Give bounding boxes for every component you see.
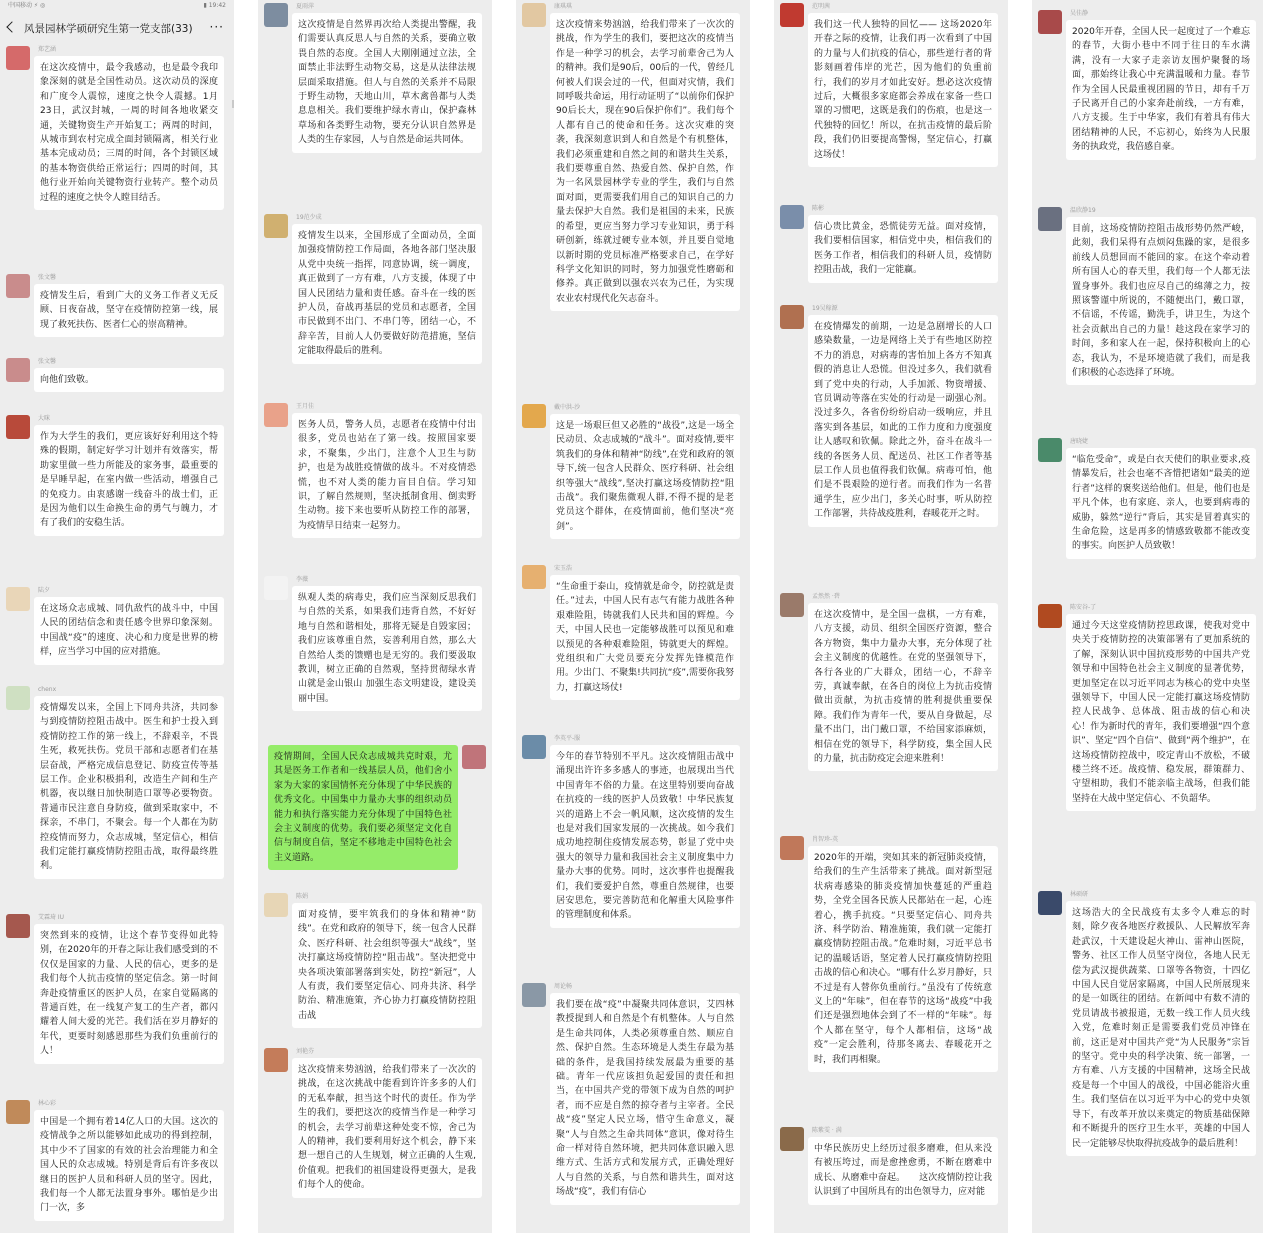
sender-name: 张文馨 — [38, 358, 57, 365]
avatar[interactable] — [264, 893, 288, 917]
message — [0, 686, 234, 906]
chat-column — [774, 0, 1008, 1233]
message-bubble[interactable]: 我们这一代人独特的回忆—— 这场2020年开春之际的疫情，让我们再一次看到了中国的力量与人们抗疫的信心，那些逆行者的背影刻画着伟岸的光芒，因为他们的负重前行，我们的岁月才如此安好。想必这次疫情过后，大概很多家庭都会养成在家备一些口罩的习惯吧，这既是我们的伤痕，也是这一代独特的回忆！所以，在抗击疫情的最后阶段，我们仍旧要提高警惕，坚定信心，打赢这场仗！ — [808, 13, 998, 167]
message — [774, 205, 1008, 295]
chat-column — [1032, 0, 1263, 1233]
sender-name: 张文馨 — [38, 274, 57, 281]
message — [774, 593, 1008, 818]
message-bubble[interactable]: 在这场众志成城、同仇敌忾的战斗中，中国人民的团结信念和责任感令世界印象深刻。中国战“疫”的速度、决心和力度是世界的榜样，应当学习中国的应对措施。 — [34, 597, 224, 665]
sender-name: 吴佳静 — [1070, 10, 1089, 17]
avatar[interactable] — [1038, 10, 1062, 34]
message-bubble[interactable]: 信心贵比黄金，恐慌徒劳无益。面对疫情，我们要相信国家，相信党中央，相信我们的医务工作者，相信我们的科研人员，疫情防控阻击战，我们一定能赢。 — [808, 215, 998, 283]
avatar[interactable] — [462, 745, 486, 769]
message-bubble[interactable]: “临危受命”，或是白衣天使们的职业要求,疫情暴发后，社会也毫不吝惜把诸如“最美的逆行者”这样的褒奖送给他们。但是，他们也是平凡个体，也有家庭、亲人，也要到病毒的威胁，躲然“逆行”背后，其实是冒着真实的生命危险，这是再多的情感致敬都不能改变的事实。向医护人员致敬！ — [1066, 448, 1256, 559]
message — [258, 403, 492, 568]
message-bubble[interactable]: 突然到来的疫情，让这个春节变得如此特别，在2020年的开春之际让我们感受到的不仅仅是国家的力量、人民的信心，更多的是我们每个人抗击疫情的坚定信念。第一时间奔赴疫情重区的医护人员，在家自觉隔离的普通百姓，在一线复产复工的生产者，都闪耀着人间大爱的光芒。我们活在岁月静好的年代，更要时刻感恩那些为我们负重前行的人！ — [34, 924, 224, 1064]
message — [1032, 891, 1263, 1233]
message-bubble[interactable]: 作为大学生的我们，更应该好好利用这个特殊的假期，制定好学习计划并有效落实，帮助家里做一些力所能及的家务事，最重要的是早睡早起，在室内做一些活动，增强自己的免疫力。由衷感谢一线奋斗的战士们，正是因为他们以生命换生命的勇气与魄力，才有了我们的安稳生活。 — [34, 425, 224, 536]
avatar[interactable] — [6, 686, 30, 710]
message — [1032, 438, 1263, 588]
message-bubble[interactable]: “生命重于泰山，疫情就是命令，防控就是责任。”过去，中国人民有志气有能力战胜各种艰难险阻，铸就我们人民共和国的辉煌。今天，中国人民也一定能够战胜可以预见和难以预见的各种艰难险阻，铸就更大的辉煌。党组织和广大党员要充分发挥先锋模范作用。少出门、不聚集!共同抗“疫”,需要你我努力，打赢这场仗! — [550, 575, 740, 700]
message-bubble[interactable]: 2020年的开端，突如其来的新冠肺炎疫情，给我们的生产生活带来了挑战。面对新型冠状病毒感染的肺炎疫情加快蔓延的严重趋势，全党全国各民族人民都站在一起，心连着心，携手抗疫。“只要坚定信心、同舟共济、科学防治、精准施策，我们就一定能打赢疫情防控阻击战。”危难时刻，习近平总书记的温暖话语，坚定着人民打赢疫情防控阻击战的信心和决心。“哪有什么岁月静好，只不过是有人替你负重前行。”虽没有了传统意义上的“年味”，但在春节的这场“战疫”中我们还是强烈地体会到了不一样的“年味”。每个人都在坚守，每个人都相信，这场“战疫”一定会胜利，待那冬离去、春暖花开之时，我们再相聚。 — [808, 846, 998, 1072]
sender-name: 陈彬 — [812, 205, 825, 212]
message — [0, 46, 234, 251]
avatar[interactable] — [780, 836, 804, 860]
chat-column — [0, 0, 234, 1233]
avatar[interactable] — [6, 1100, 30, 1124]
avatar[interactable] — [1038, 891, 1062, 915]
sender-name: 19范少成 — [296, 214, 322, 221]
sender-name: 康琪琪 — [554, 3, 573, 10]
sender-name: 李薇 — [296, 576, 309, 583]
sender-name: 周论畅 — [554, 983, 573, 990]
sender-name: 李英平-服 — [554, 735, 581, 742]
message — [774, 1127, 1008, 1233]
message — [258, 576, 492, 741]
message — [1032, 604, 1263, 884]
message-bubble[interactable]: 向他们致敬。 — [34, 368, 224, 392]
sender-name: 陈娟 — [296, 893, 309, 900]
chat-header — [0, 12, 234, 46]
message — [516, 983, 750, 1233]
avatar[interactable] — [6, 587, 30, 611]
sender-name: 艾霖琦 IU — [38, 914, 65, 921]
sender-name: chenx — [38, 686, 57, 693]
sender-name: 宋玉浩 — [554, 565, 573, 572]
avatar[interactable] — [264, 1048, 288, 1072]
sender-name: 陈安谷-了 — [1070, 604, 1097, 611]
message — [0, 274, 234, 350]
sender-name: 孟然然 ·碧 — [812, 593, 840, 600]
message — [516, 565, 750, 725]
message — [0, 415, 234, 563]
message — [258, 745, 492, 885]
sender-name: 夏雨萍 — [296, 3, 315, 10]
sender-name: 范明茜 — [812, 3, 831, 10]
avatar[interactable] — [6, 46, 30, 70]
chat-title: 风景园林学硕研究生第一党支部(33) — [24, 23, 193, 35]
avatar[interactable] — [522, 3, 546, 27]
message — [258, 893, 492, 1043]
sender-name: 刘艳芬 — [296, 1048, 315, 1055]
sender-name: 林心彩 — [38, 1100, 57, 1107]
sender-name: 19吴稼源 — [812, 305, 838, 312]
message-bubble[interactable]: 医务人员，警务人员，志愿者在疫情中付出很多，党员也站在了第一线。按照国家要求，不聚集，少出门，注意个人卫生与防护，也是为战胜疫情做的战斗。不对疫情恐慌，也不对人类的能力盲目自信。学习知识，了解自然规则，坚决抵制食用、倒卖野生动物。接下来也要听从防控工作的部署，为疫情早日结束一起努力。 — [292, 413, 482, 538]
message-bubble[interactable]: 通过今天这堂疫情防控思政课，使我对党中央关于疫情防控的决策部署有了更加系统的了解，深刻认识中国抗疫形势的中国共产党领导和中国特色社会主义制度的显著优势，更加坚定在以习近平同志为核心的党中央坚强领导下，中国人民一定能打赢这场疫情防控人民战争、总体战、阻击战的信心和决心！作为新时代的青年，我们要增强“四个意识”、坚定“四个自信”、做到“两个维护”，在这场疫情防控战中，咬定青山不放松，不破楼兰终不还。战疫情、稳发展，群策群力、守望相助，我们不能亲临主战场，但我们能坚持在大战中坚定信心、不负韶华。 — [1066, 614, 1256, 811]
sender-name: 温欣静19 — [1070, 207, 1096, 214]
avatar[interactable] — [1038, 604, 1062, 628]
sender-name: 林硕研 — [1070, 891, 1089, 898]
message-bubble[interactable]: 这次疫情来势汹汹，给我们带来了一次次的挑战，作为学生的我们，要把这次的疫情当作是一种学习的机会，去学习前辈舍己为人的精神。我们是90后，00后的一代，曾经几何被人们误会过的一代，但面对灾情，我们同呼吸共命运，用行动证明了“以前你们保护90后长大，现在90后保护你们”。我们每个人都有自己的使命和任务。这次灾难的突袭，我深刻意识到人和自然是个有机整体，我们必须重建和自然之间的和谐共生关系，我们要尊重自然、热爱自然、保护自然，作为一名风景园林学专业的学生，我们与自然面对面，更需要我们用自己的知识自己的力量去保护大自然。我们是祖国的未来，民族的希望，更应当努力学习专业知识，勇于科研创新，练就过硬专业本领，并且要自觉地以新时期的党员标准严格要求自己，在学好科学文化知识的同时，努力加强党性磨砺和修养。真正做到以强农兴农为己任，为实现农业农村现代化矢志奋斗。 — [550, 13, 740, 311]
sender-name: 戴中洪-沙 — [554, 404, 581, 411]
more-icon[interactable]: ··· — [209, 20, 224, 34]
message-bubble[interactable]: 疫情发生后，看到广大的义务工作者义无反顾、日夜奋战，坚守在疫情防控第一线，展现了救死扶伤、医者仁心的崇高精神。 — [34, 284, 224, 337]
avatar[interactable] — [6, 274, 30, 298]
message — [774, 305, 1008, 585]
avatar[interactable] — [780, 593, 804, 617]
sender-name: 大咪 — [38, 415, 51, 422]
message — [0, 914, 234, 1092]
avatar[interactable] — [522, 983, 546, 1007]
message — [516, 735, 750, 975]
avatar[interactable] — [264, 576, 288, 600]
avatar[interactable] — [522, 404, 546, 428]
sender-name: 肖智珍-英 — [812, 836, 839, 843]
sender-name: 唐晓婕 — [1070, 438, 1089, 445]
message — [0, 358, 234, 392]
avatar[interactable] — [264, 403, 288, 427]
message — [1032, 207, 1263, 432]
message-bubble[interactable]: 这次疫情来势汹汹，给我们带来了一次次的挑战，在这次挑战中能看到许许多多的人们的无私奉献，担当这个时代的责任。作为学生的我们，要把这次的疫情当作是一种学习的机会，去学习前辈这种处变不惊，舍己为人的精神，我们要利用好这个机会，静下来想一想自己的人生规划，树立正确的人生观,价值观。把我们的祖国建设得更强大，是我们每个人的使命。 — [292, 1058, 482, 1198]
avatar[interactable] — [780, 1127, 804, 1151]
message — [516, 404, 750, 559]
sender-name: 陆夕 — [38, 587, 51, 594]
avatar[interactable] — [6, 358, 30, 382]
avatar[interactable] — [264, 3, 288, 27]
status-right: ▮ 19:42 — [203, 2, 226, 9]
avatar[interactable] — [1038, 207, 1062, 231]
message — [1032, 10, 1263, 190]
scroll-indicator[interactable] — [232, 100, 234, 108]
avatar[interactable] — [522, 735, 546, 759]
sender-name: 陈紫雯 · 满 — [812, 1127, 842, 1134]
message-bubble[interactable]: 在疫情爆发的前期，一边是急剧增长的人口感染数量，一边是网络上关于有些地区防控不力的消息，对病毒的害怕加上各方不知真假的消息让人恐慌。但没过多久，我们就看到了党中央的行动，人手加派、物资增援、官员调动等落在实处的行动是一副强心剂。没过多久，各省份纷纷启动一级响应，并且落实到各基层，如此的工作力度和力度强度让人感叹和钦佩。除此之外，奋斗在战斗一线的各医务人员、配送员、社区工作者等基层工作人员也值得我们钦佩。病毒可怕，他们是不畏艰险的逆行者。而我们作为一名普通学生，应少出门，多关心时事，听从防控工作部署，共待战疫胜利，春暖花开之时。 — [808, 315, 998, 527]
status-left: 中国移动 ⚡ ◎ — [8, 2, 46, 9]
message-bubble[interactable]: 疫情发生以来，全国形成了全面动员，全面加强疫情防控工作局面，各地各部门坚决服从党中央统一指挥，同意协调，统一调度，真正做到了一方有难，八方支援，体现了中国人民团结力量和责任感。奋斗在一线的医护人员，奋战再基层的党员和志愿者，全国市民做到不出门、不串门等，团结一心，不辞辛苦，目前人人仍要做好防范措施，坚信定能取得最后的胜利。 — [292, 224, 482, 364]
message-bubble[interactable]: 纵观人类的病毒史，我们应当深刻反思我们与自然的关系，如果我们违背自然，不好好地与自然和谐相处，那将无疑是自毁家园；我们应该尊重自然，妄善利用自然，那么大自然给人类的馈赠也是无穷的。我们要汲取教训，树立正确的自然观，坚持贯彻绿水青山就是金山银山 加强生态文明建设，建设美丽中国。 — [292, 586, 482, 711]
avatar[interactable] — [264, 214, 288, 238]
avatar[interactable] — [780, 205, 804, 229]
message — [258, 1048, 492, 1228]
chat-column — [258, 0, 492, 1233]
message-bubble[interactable]: 在这次疫情中，是全国一盘棋，一方有难，八方支援，动员、组织全国医疗资源，整合各方物资，集中力量办大事，充分体现了社会主义制度的优越性。在党的坚强领导下，各行各业的广大群众，团结一心，不辞辛劳，真诚奉献，在各自的岗位上为抗击疫情做出贡献，为抗击疫情的胜利提供重要保障。我们作为青年一代，要从自身做起，尽量不出门，出门戴口罩，不给国家添麻烦，相信在党的领导下，科学防疫，集全国人民的力量，抗击防疫定会迎来胜利！ — [808, 603, 998, 771]
avatar[interactable] — [780, 305, 804, 329]
sender-name: 郑艺涵 — [38, 46, 57, 53]
message-bubble[interactable]: 这场浩大的全民战疫有太多令人难忘的时刻，除夕夜各地医疗救援队、人民解放军奔赴武汉，十天建设起火神山、雷神山医院，警务、社区工作人员坚守岗位，各地人民无偿为武汉提供蔬菜、口罩等各物资，十四亿中国人民自觉居家隔离，中国人民所展现来的是一如既往的团结。在新闻中有数不清的党员请战书被报道，无数一线工作人员火线入党，危难时刻正是需要我们党员冲锋在前，这正是对中国共产党“为人民服务”宗旨的坚守。党中央的科学决策、统一部署，一方有难、八方支援的中国精神，这场全民战疫是每一个中国人的战役，中国必能浴火重生。我们坚信在以习近平为中心的党中央领导下，有改革开放以来奠定的物质基础保障和不断提升的医疗卫生水平，英雄的中国人民一定能够尽快取得抗疫战争的最后胜利！ — [1066, 901, 1256, 1156]
message-bubble[interactable]: 这是一场艰巨但又必胜的“战役”,这是一场全民动员、众志成城的“战斗”。面对疫情,要牢筑我们的身体和精神“防线”,在党和政府的领导下,统一包含人民群众、医疗科研、社会组织等强大“战线”,坚决打赢这场疫情防控“阻击战”。我们聚焦微观人群,不得不提的是老党员这个群体，在疫情面前，他们坚决“亮剑”。 — [550, 414, 740, 539]
message — [516, 3, 750, 393]
message-bubble[interactable]: 中国是一个拥有着14亿人口的大国。这次的疫情战争之所以能够如此成功的得到控制，其中少不了国家的有效的社会治理能力和全国人民的众志成城。特别是背后有许多夜以继日的医护人员和科研人员的坚守。因此，我们每一个人都无法置身事外。哪怕是少出门一次，多 — [34, 1110, 224, 1221]
message-bubble[interactable]: 疫情爆发以来，全国上下同舟共济，共同参与到疫情防控阻击战中。医生和护士投入到疫情防控工作的第一线上，不辞艰辛，不畏生死，救死扶伤。党员干部和志愿者们在基层奋战，严格完成信息登记、防疫宣传等基层工作。企业积极捐利，改造生产间和生产机器，夜以继日加快制造口罩等必要物资。普通市民注意自身防疫，做到采取家中，不探亲，不串门，不聚会。每一个人都在为防控疫情而努力，众志成城，坚定信心，相信我们定能打赢疫情防控阻击战，取得最终胜利。 — [34, 696, 224, 879]
avatar[interactable] — [6, 415, 30, 439]
back-icon[interactable] — [6, 21, 17, 32]
message — [774, 836, 1008, 1123]
message-bubble[interactable]: 面对疫情，要牢筑我们的身体和精神“防线”。在党和政府的领导下，统一包含人民群众、医疗科研、社会组织等强大“战线”，坚决打赢这场疫情防控“阻击战”。坚决把党中央各项决策部署落到实处，防控“新冠”，人人有责，我们要坚定信心、同舟共济、科学防治、精准施策，齐心协力打赢疫情防控阻击战 — [292, 903, 482, 1028]
message-bubble[interactable]: 疫情期间，全国人民众志成城共克时艰，尤其是医务工作者和一线基层人员，他们舍小家为大家的家国情怀充分体现了中华民族的优秀文化。中国集中力量办大事的组织动员能力和执行落实能力充分体现了中国特色社会主义制度的优势。我们要必须坚定文化自信与制度自信，坚定不移地走中国特色社会主义道路。 — [268, 745, 458, 870]
avatar[interactable] — [6, 914, 30, 938]
sender-name: 王月佳 — [296, 403, 315, 410]
message-bubble[interactable]: 这次疫情是自然界再次给人类提出警醒，我们需要认真反思人与自然的关系，要确立敬畏自然的态度。全国人大刚刚通过立法，全面禁止非法野生动物交易，这是从法律法规层面采取措施。但人与自然的关系并不局限于野生动物，天地山川，草木禽兽都与人类息息相关。我们要维护绿水青山，保护森林草场和各类野生动物，要充分认识自然界是人类的生存家园，人与自然是命运共同体。 — [292, 13, 482, 153]
message — [774, 3, 1008, 193]
status-bar — [0, 0, 234, 12]
message — [258, 3, 492, 193]
message — [258, 214, 492, 394]
message-bubble[interactable]: 2020年开春，全国人民一起度过了一个难忘的春节，大街小巷中不同于往日的车水满满，没有一大家子走亲访友围炉聚餐的场面，那始终让我心中充满温暖和力量。春节作为全国人民最重视团圆的节日，却有千万子民离开自己的小家奔赴前线，一方有难，八方支援。生于中华家，我们有着具有伟大团结精神的人民，不忘初心，始终为人民服务的执政党，我倍感自豪。 — [1066, 20, 1256, 160]
message-bubble[interactable]: 中华民族历史上经历过很多磨难，但从来没有被压垮过，而是愈挫愈勇，不断在磨难中成长、从磨难中奋起。 这次疫情防控让我认识到了中国所具有的出色领导力，应对能 — [808, 1137, 998, 1205]
message — [0, 1100, 234, 1233]
avatar[interactable] — [522, 565, 546, 589]
message-bubble[interactable]: 在这次疫情中，最令我感动，也是最令我印象深刻的就是全国性动员。这次动员的深度和广度令人震惊，速度之快令人震撼。1月23日，武汉封城，一周的时间各地收紧交通，关键物资生产开始复工；两周的时间，从城市到农村完成全面封锁隔离，相关行业基本完成动员；三周的时间，各个封锁区域的基本物资供给正常运行；四周的时间，其他行业开始向关键物资行业转产。整个动员过程的速度之快令人瞠目结舌。 — [34, 56, 224, 210]
message-bubble[interactable]: 我们要在战“疫”中凝聚共同体意识，艾四林教授提到人和自然是个有机整体。人与自然是生命共同体，人类必须尊重自然、顺应自然、保护自然。生态环境是人类生存最为基础的条件，是我国持续发展最为重要的基础。青年一代应该担负起爱国的责任和担当，在中国共产党的带领下成为自然的呵护者，而不应是自然的掠夺者与主宰者。全民战“疫”坚定人民立场，惜守生命意义，凝聚“人与自然之生命共同体”意识，像对待生命一样对待自然环境，把共同体意识融入思维方式、生活方式和发展方式，正确处理好人与自然的关系，与自然和谐共生，面对这场战“疫”，我们有信心 — [550, 993, 740, 1205]
message-bubble[interactable]: 目前，这场疫情防控阻击战形势仍然严峻，此刻，我们呆得有点烦闷焦躁的家，是很多前线人员想回而不能回的家。在这个牵动着所有国人心的春天里，我们每一个人都无法置身事外。我们也应尽自己的绵薄之力，按照该警谨中所说的，不随便出门，戴口罩，不信谣，不传谣，勤洗手，讲卫生，为这个社会贡献出自己的力量！趁这段在家学习的时间，多和家人在一起，保持积极向上的心态，我认为，不是环境造就了我们，而是我们积极的心态选择了环境。 — [1066, 217, 1256, 385]
message-bubble[interactable]: 今年的春节特别不平凡。这次疫情阻击战中涌现出许许多多感人的事迹，也展现出当代中国青年不俗的力量。在这里特别要向奋战在抗疫的一线的医护人员致敬！中华民族复兴的道路上不会一帆风顺，这次疫情的发生也是对我们国家发展的一次挑战。如今我们成功地控制住疫情发展态势，彰显了党中央强大的领导力量和我国社会主义制度集中力量办大事的优势。同时，这次事件也提醒我们，我们要爱护自然，尊重自然规律，也要居安思危，要完善防范和化解重大风险事件的管理制度和体系。 — [550, 745, 740, 928]
avatar[interactable] — [780, 3, 804, 27]
chat-column — [516, 0, 750, 1233]
avatar[interactable] — [1038, 438, 1062, 462]
message — [0, 587, 234, 679]
